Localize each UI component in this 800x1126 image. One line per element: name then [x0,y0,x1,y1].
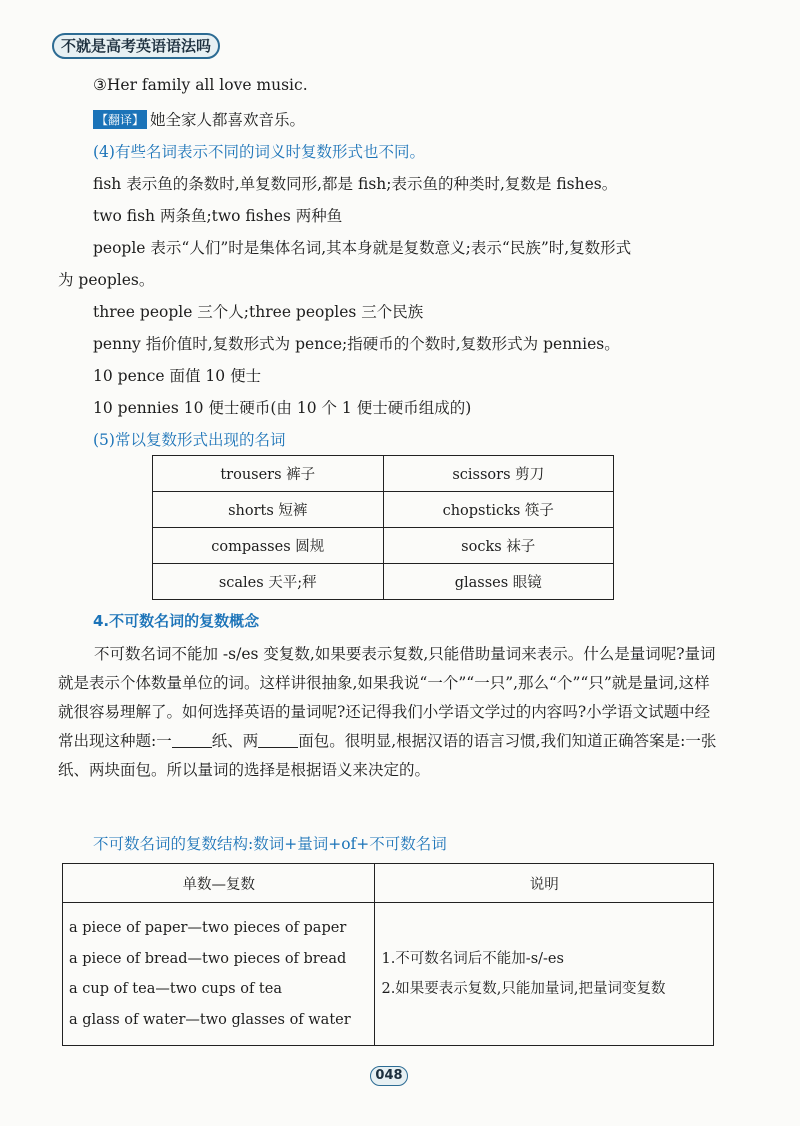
subsection-5-heading: (5)常以复数形式出现的名词 [93,431,286,449]
fish-example: two fish 两条鱼;two fishes 两种鱼 [93,207,343,225]
subsection-4-heading: (4)有些名词表示不同的词义时复数形式也不同。 [93,143,425,161]
table-cell: glasses 眼镜 [383,564,614,600]
translation-line [93,108,305,130]
note-item: 2.如果要表示复数,只能加量词,把量词变复数 [381,981,666,997]
examples-cell [63,903,375,1046]
book-title-badge: 不就是高考英语语法吗 [52,33,220,59]
people-example: three people 三个人;three peoples 三个民族 [93,303,424,321]
table-cell: compasses 圆规 [153,528,384,564]
plural-nouns-table [152,455,614,600]
example-item: a piece of paper—two pieces of paper [69,920,347,936]
section-4-paragraph [58,640,718,785]
table-cell: chopsticks 筷子 [383,492,614,528]
translation-text: 她全家人都喜欢音乐。 [150,111,306,129]
translation-tag: 【翻译】 [93,110,147,129]
notes-cell [375,903,714,1046]
table-row [153,456,614,492]
paragraph-text-3: 面包。很明显,根据汉语的语言习惯,我们知道正确答案是:一张纸、两块面包。所以量词的选择是根据语义来决定的。 [58,732,717,779]
people-explanation-1: people 表示“人们”时是集体名词,其本身就是复数意义;表示“民族”时,复数形式 [93,239,632,257]
answer-blank [172,733,212,748]
example-item: a piece of bread—two pieces of bread [69,950,347,967]
table-cell: scales 天平;秤 [153,564,384,600]
structure-heading: 不可数名词的复数结构:数词+量词+of+不可数名词 [93,835,447,853]
fish-explanation: fish 表示鱼的条数时,单复数同形,都是 fish;表示鱼的种类时,复数是 fishes。 [93,175,618,193]
note-item: 1.不可数名词后不能加-s/-es [381,951,564,967]
table-header-row [63,864,714,903]
table-row [153,564,614,600]
people-explanation-2: 为 peoples。 [58,271,155,289]
table-cell: shorts 短裤 [153,492,384,528]
table-row [153,492,614,528]
paragraph-text-2: 纸、两 [211,732,259,750]
example-sentence: ③Her family all love music. [93,76,308,94]
table-cell: trousers 裤子 [153,456,384,492]
table-row [63,903,714,1046]
example-item: a glass of water—two glasses of water [69,1011,351,1028]
column-header: 说明 [375,864,714,903]
section-4-title: 4.不可数名词的复数概念 [93,612,260,630]
table-cell: socks 袜子 [383,528,614,564]
pennies-example: 10 pennies 10 便士硬币(由 10 个 1 便士硬币组成的) [93,399,472,417]
answer-blank [258,733,298,748]
pence-example: 10 pence 面值 10 便士 [93,367,262,385]
column-header: 单数—复数 [63,864,375,903]
penny-explanation: penny 指价值时,复数形式为 pence;指硬币的个数时,复数形式为 pennies。 [93,335,620,353]
table-cell: scissors 剪刀 [383,456,614,492]
table-row [153,528,614,564]
uncountable-plural-table [62,863,714,1046]
example-item: a cup of tea—two cups of tea [69,981,282,997]
paragraph-text-1: 不可数名词不能加 -s/es 变复数,如果要表示复数,只能借助量词来表示。什么是量词呢?量词就是表示个体数量单位的词。这样讲很抽象,如果我说“一个”“一只”,那么“个”“只”就是量词,这样就很容易理解了。如何选择英语的量词呢?还记得我们小学语文学过的内容吗?小学语文试题中经常出现这种题:一 [58,645,716,750]
page-number: 048 [370,1066,408,1086]
